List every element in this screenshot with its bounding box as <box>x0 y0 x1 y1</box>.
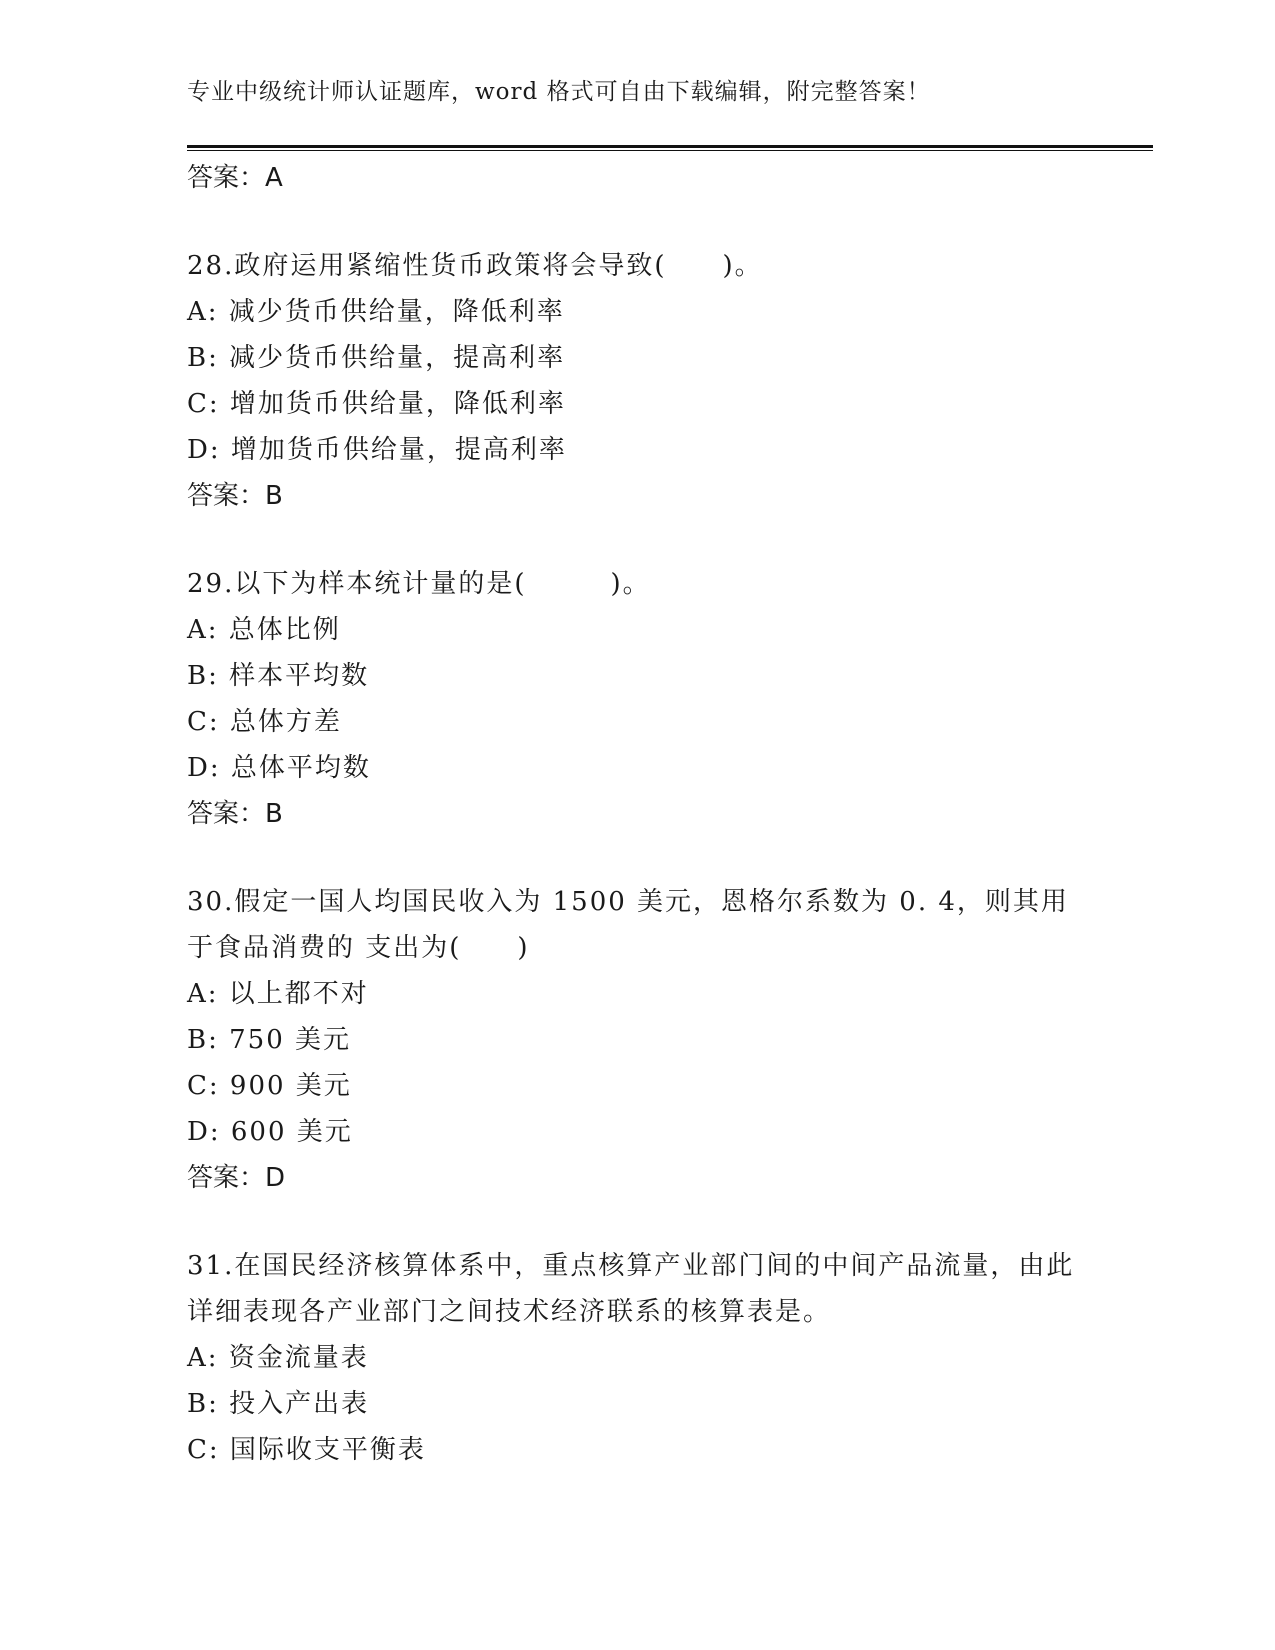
option-c: C: 国际收支平衡表 <box>187 1435 426 1465</box>
option-d: D: 总体平均数 <box>187 753 371 783</box>
answer-text: 答案：D <box>187 1163 286 1193</box>
option-b: B: 样本平均数 <box>187 661 370 691</box>
question-block <box>187 561 1087 837</box>
question-stem: 28.政府运用紧缩性货币政策将会导致( )。 <box>187 251 763 281</box>
question-stem: 31.在国民经济核算体系中，重点核算产业部门间的中间产品流量，由此详细表现各产业部门之间技术经济联系的核算表是。 <box>187 1251 1075 1327</box>
option-d: D: 600 美元 <box>187 1117 353 1147</box>
option-b: B: 投入产出表 <box>187 1389 370 1419</box>
answer-text: 答案：A <box>187 163 283 193</box>
option-b: B: 750 美元 <box>187 1025 352 1055</box>
option-a: A: 以上都不对 <box>187 979 369 1009</box>
option-a: A: 总体比例 <box>187 615 341 645</box>
question-block <box>187 879 1087 1201</box>
option-d: D: 增加货币供给量，提高利率 <box>187 435 567 465</box>
question-stem: 29.以下为样本统计量的是( )。 <box>187 569 651 599</box>
header-divider <box>187 145 1153 148</box>
option-b: B: 减少货币供给量，提高利率 <box>187 343 566 373</box>
option-c: C: 增加货币供给量，降低利率 <box>187 389 566 419</box>
page-header: 专业中级统计师认证题库，word 格式可自由下载编辑，附完整答案！ <box>187 79 931 105</box>
option-c: C: 900 美元 <box>187 1071 352 1101</box>
question-block <box>187 1243 1087 1473</box>
question-stem: 30.假定一国人均国民收入为 1500 美元，恩格尔系数为 0. 4，则其用于食品消费的 支出为( ) <box>187 887 1069 963</box>
answer-text: 答案：B <box>187 799 283 829</box>
answer-text: 答案：B <box>187 481 283 511</box>
option-a: A: 减少货币供给量，降低利率 <box>187 297 565 327</box>
question-list <box>187 155 1087 1473</box>
option-a: A: 资金流量表 <box>187 1343 369 1373</box>
question-block <box>187 243 1087 519</box>
header-divider-thin <box>187 150 1153 151</box>
option-c: C: 总体方差 <box>187 707 342 737</box>
